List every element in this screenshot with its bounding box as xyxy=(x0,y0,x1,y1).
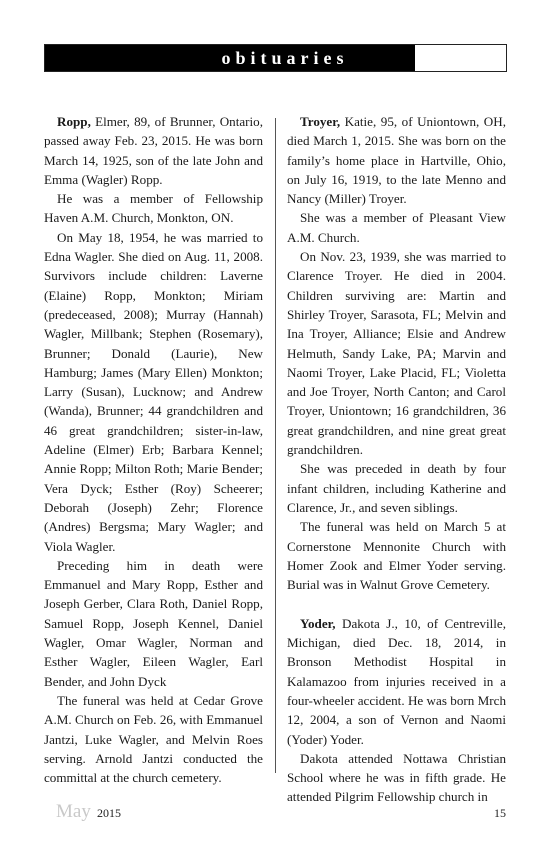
obituary-name-ropp: Ropp, xyxy=(57,114,91,129)
paragraph: On Nov. 23, 1939, she was married to Clarence Troyer. He died in 2004. Children surviving are: Martin and Shirley Troyer, Sarasota, FL; Melvin and Ina Troyer, Alliance; Elsie and Andrew Helmuth, Sandy Lake, PA; Marvin and Naomi Troyer, Lake Placid, FL; Violetta and Joe Troyer, North Canton; and Carol Troyer, Uniontown; 16 grandchildren, 36 great grandchildren, and nine great great grandchildren. xyxy=(287,249,506,458)
footer-year: 2015 xyxy=(97,806,121,820)
paragraph: He was a member of Fellowship Haven A.M. Church, Monkton, ON. xyxy=(44,191,263,226)
column-divider xyxy=(275,118,276,773)
left-column xyxy=(44,112,263,787)
obituary-name-yoder: Yoder, xyxy=(300,615,336,631)
section-header xyxy=(44,44,507,72)
right-column xyxy=(287,112,506,807)
obituary-troyer-intro: Troyer, Katie, 95, of Uniontown, OH, died March 1, 2015. She was born on the family’s home place in Hartville, Ohio, on July 16, 1919, to the late Menno and Nancy (Miller) Troyer. xyxy=(287,114,506,207)
paragraph: The funeral was held at Cedar Grove A.M. Church on Feb. 26, with Emmanuel Jantzi, Luke Wagler, and Melvin Roes serving. Arnold Jantzi conducted the committal at the church cemetery. xyxy=(44,692,263,786)
paragraph: She was preceded in death by four infant children, including Katherine and Clarence, Jr., and seven siblings. xyxy=(287,461,506,515)
page-number: 15 xyxy=(494,806,506,820)
paragraph: The funeral was held on March 5 at Cornerstone Mennonite Church with Homer Zook and Elmer Yoder serving. Burial was in Walnut Grove Cemetery. xyxy=(287,519,506,593)
obituary-yoder-intro: Yoder, Dakota J., 10, of Centreville, Michigan, died Dec. 18, 2014, in Bronson Methodist Hospital in Kalamazoo from injuries received in a four-wheeler accident. He was born Mrch 12, 2004, a son of Vernon and Naomi (Yoder) Yoder. xyxy=(287,615,506,747)
paragraph: Dakota attended Nottawa Christian School where he was in fifth grade. He attended Pilgrim Fellowship church in xyxy=(287,750,506,805)
obituary-ropp-intro: Ropp, Elmer, 89, of Brunner, Ontario, passed away Feb. 23, 2015. He was born March 14, 1925, son of the late John and Emma (Wagler) Ropp. xyxy=(44,114,263,187)
footer-month: May xyxy=(56,801,91,822)
paragraph: Preceding him in death were Emmanuel and Mary Ropp, Esther and Joseph Gerber, Clara Roth, Daniel Ropp, Samuel Ropp, Joseph Kennel, Daniel Wagler, Omar Wagler, Norman and Esther Wagler, Eileen Wagler, Earl Bender, and John Dyck xyxy=(44,557,263,689)
paragraph: On May 18, 1954, he was married to Edna Wagler. She died on Aug. 11, 2008. Survivors include children: Laverne (Elaine) Ropp, Monkton; Miriam (predeceased, 2008); Murray (Hannah) Wagler, Millbank; Stephen (Rosemary), Brunner; Donald (Laurie), New Hamburg; James (Mary Ellen) Monkton; Larry (Susan), Lucknow; and Andrew (Wanda), Brunner; 44 grandchildren and 46 great grandchildren; sister-in-law, Adeline (Elmer) Erb; Barbara Kennel; Annie Ropp; Milton Roth; Marie Bender; Vera Dyck; Esther (Roy) Scheerer; Deborah (Joseph) Zehr; Florence (Andres) Bergsma; Mary Wagler; and Viola Wagler. xyxy=(44,229,263,554)
obituary-name-troyer: Troyer, xyxy=(300,114,341,129)
paragraph: She was a member of Pleasant View A.M. Church. xyxy=(287,210,506,245)
section-title: obituaries xyxy=(45,45,415,71)
